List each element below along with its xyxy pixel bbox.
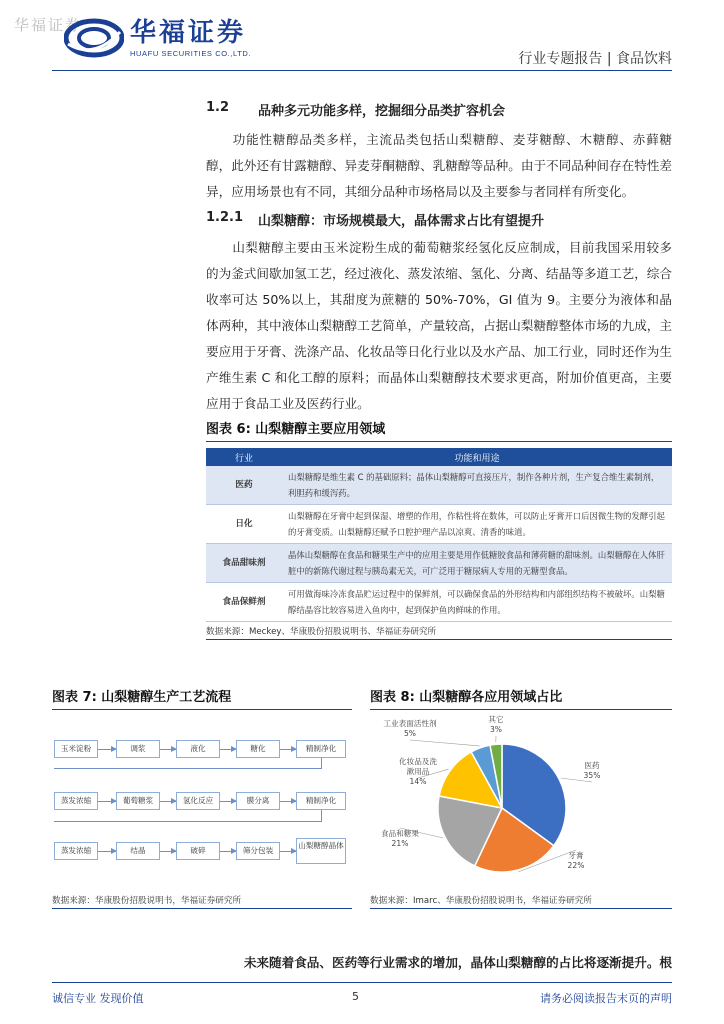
pie-value-label: 21% xyxy=(391,839,409,848)
pie-value-label: 35% xyxy=(583,771,601,780)
table-header-usage: 功能和用途 xyxy=(282,448,672,466)
flow-step: 调浆 xyxy=(116,740,160,758)
flow-step: 氢化反应 xyxy=(176,792,220,810)
header-divider xyxy=(52,70,672,71)
subsection-title: 山梨糖醇：市场规模最大，晶体需求占比有望提升 xyxy=(258,214,545,229)
company-logo xyxy=(64,18,251,58)
row-industry: 食品保鲜剂 xyxy=(206,583,282,622)
row-usage: 晶体山梨糖醇在食品和糖果生产中的应用主要是用作低糖胶食品和薄荷糖的甜味剂。山梨糖醇在人体肝脏中的新陈代谢过程与胰岛素无关，可广泛用于糖尿病人专用的无糖型食品。 xyxy=(282,544,672,583)
report-type: 行业专题报告 | 食品饮料 xyxy=(518,51,672,67)
flow-step: 破碎 xyxy=(176,842,220,860)
subsection-number: 1.2.1 xyxy=(206,210,244,225)
closing-text: 未来随着食品、医药等行业需求的增加，晶体山梨糖醇的占比将逐渐提升。根 xyxy=(243,955,672,970)
row-usage: 可用做海味冷冻食品贮运过程中的保鲜剂，可以确保食品的外形结构和内部组织结构不被破坏。山梨糖醇结晶容比较容易进入鱼肉中，起到保护鱼肉鲜味的作用。 xyxy=(282,583,672,622)
table-row xyxy=(206,505,672,544)
figure-8 xyxy=(370,686,672,710)
logo-english: HUAFU SECURITIES CO.,LTD. xyxy=(130,48,252,58)
flow-step: 筛分包装 xyxy=(236,842,280,860)
figure-7-title: 图表 7: 山梨糖醇生产工艺流程 xyxy=(52,686,352,710)
application-table xyxy=(206,448,672,622)
flow-step: 精制净化 xyxy=(296,792,346,810)
section-heading xyxy=(206,100,672,119)
row-industry: 食品甜味剂 xyxy=(206,544,282,583)
pie-category-label: 其它 xyxy=(488,715,504,724)
figure-8-source: 数据来源：Imarc、华康股份招股说明书，华福证券研究所 xyxy=(370,894,672,909)
row-industry: 日化 xyxy=(206,505,282,544)
section-number: 1.2 xyxy=(206,100,230,115)
pie-category-label: 食品和糖果 xyxy=(381,829,419,838)
subsection-heading xyxy=(206,210,672,229)
flow-step: 糖化 xyxy=(236,740,280,758)
table-row xyxy=(206,466,672,505)
table-header-industry: 行业 xyxy=(206,448,282,466)
pie-category-label: 化妆品及洗 xyxy=(399,757,437,766)
flow-step: 葡萄糖浆 xyxy=(116,792,160,810)
figure-6 xyxy=(206,418,672,640)
flow-step: 蒸发浓缩 xyxy=(54,842,98,860)
flow-step: 膜分离 xyxy=(236,792,280,810)
pie-category-label: 医药 xyxy=(584,761,600,770)
flow-step-final: 山梨糖醇晶体 xyxy=(296,838,346,864)
section-paragraph: 功能性糖醇品类多样，主流品类包括山梨糖醇、麦芽糖醇、木糖醇、赤藓糖醇，此外还有甘露糖醇、异麦芽酮糖醇、乳糖醇等品种。由于不同品种间存在特性差异，应用场景也有不同，其细分品种市场格局以及主要参与者同样有所变化。 xyxy=(206,132,672,199)
pie-leader-line xyxy=(410,740,480,746)
row-industry: 医药 xyxy=(206,466,282,505)
pie-value-label: 3% xyxy=(489,725,503,734)
subsection-paragraph: 山梨糖醇主要由玉米淀粉生成的葡萄糖浆经氢化反应制成，目前我国采用较多的为釜式间歇加氢工艺，经过液化、蒸发浓缩、氢化、分离、结晶等多道工艺，综合收率可达 50%以上，其甜度为蔗糖的 50%-70%，GI 值为 9。主要分为液体和晶体两种，其中液体山梨糖醇工艺简单，产量较高，占据山梨糖醇整体市场的九成，主要应用于牙膏、洗涤产品、化妆品等日化行业以及水产品、加工行业，同时还作为生产维生素 C 和化工醇的原料；而晶体山梨糖醇技术要求更高，附加价值更高，主要应用于食品工业及医药行业。 xyxy=(206,240,672,411)
flow-step: 液化 xyxy=(176,740,220,758)
pie-category-label: 工业表面活性剂 xyxy=(383,719,437,728)
closing-paragraph xyxy=(206,950,672,976)
watermark: 华福证券 xyxy=(14,16,83,34)
flow-step: 结晶 xyxy=(116,842,160,860)
figure-6-title: 图表 6: 山梨糖醇主要应用领域 xyxy=(206,418,672,442)
footer-divider xyxy=(52,982,672,983)
flow-step: 玉米淀粉 xyxy=(54,740,98,758)
row-usage: 山梨糖醇在牙膏中起到保湿、增塑的作用，作粘性将在数体，可以防止牙膏开口后因微生物的发酵引起的牙膏变质。山梨糖醇还赋予口腔护理产品以凉爽、清香的味道。 xyxy=(282,505,672,544)
figure-8-title: 图表 8: 山梨糖醇各应用领域占比 xyxy=(370,686,672,710)
row-usage: 山梨糖醇是维生素 C 的基础原料；晶体山梨糖醇可直接压片，制作各种片剂，生产复合维生素制剂，利胆药和缓泻药。 xyxy=(282,466,672,505)
logo-chinese: 华福证券 xyxy=(130,17,247,48)
pie-value-label: 5% xyxy=(403,729,417,738)
huafu-logo-icon xyxy=(64,18,124,58)
section-1-2 xyxy=(206,100,672,205)
pie-value-label: 14% xyxy=(409,777,427,786)
flow-step: 蒸发浓缩 xyxy=(54,792,98,810)
figure-7-source: 数据来源：华康股份招股说明书，华福证券研究所 xyxy=(52,894,352,909)
flow-step: 精制净化 xyxy=(296,740,346,758)
table-row xyxy=(206,583,672,622)
pie-chart xyxy=(370,708,672,892)
page-number: 5 xyxy=(352,990,359,1003)
section-title: 品种多元功能多样，挖掘细分品类扩容机会 xyxy=(258,104,506,119)
section-1-2-1 xyxy=(206,210,672,417)
figure-6-source: 数据来源：Meckey、华康股份招股说明书、华福证券研究所 xyxy=(206,622,672,640)
pie-category-label: 漱用品 xyxy=(406,767,430,776)
process-flow xyxy=(52,706,352,892)
table-row xyxy=(206,544,672,583)
footer-slogan: 诚信专业 发现价值 xyxy=(52,992,144,1005)
pie-category-label: 牙膏 xyxy=(568,851,584,860)
pie-value-label: 22% xyxy=(567,861,585,870)
footer-disclaimer: 请务必阅读报告末页的声明 xyxy=(540,992,672,1005)
